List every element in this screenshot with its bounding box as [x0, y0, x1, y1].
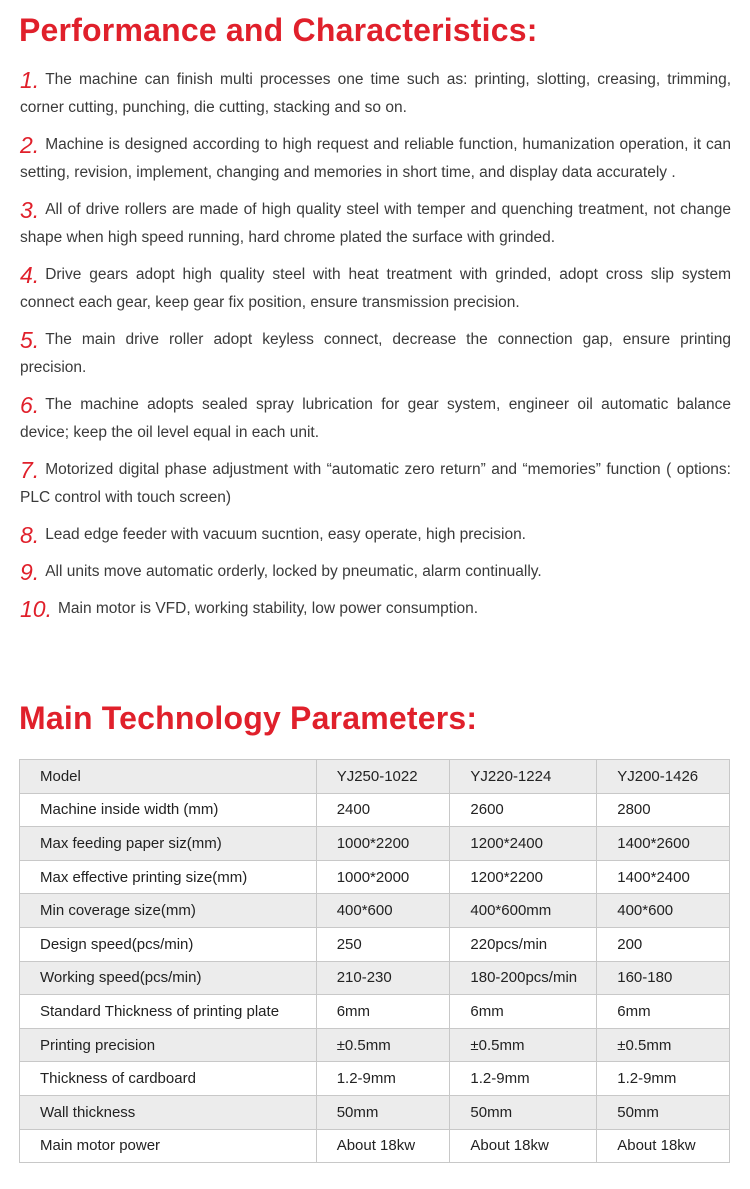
item-number: 10.: [20, 596, 52, 622]
table-cell: Design speed(pcs/min): [20, 927, 317, 961]
table-cell: 50mm: [597, 1095, 730, 1129]
table-cell: YJ250-1022: [316, 760, 450, 794]
table-cell: 1200*2200: [450, 860, 597, 894]
item-text: Motorized digital phase adjustment with “automatic zero return” and “memories” function ( options: PLC control with touch screen): [20, 461, 731, 506]
performance-item: [20, 326, 731, 382]
table-cell: 2800: [597, 793, 730, 827]
performance-item: [20, 261, 731, 317]
table-cell: 1000*2000: [316, 860, 450, 894]
table-cell: 1400*2400: [597, 860, 730, 894]
parameters-table: [19, 759, 730, 1163]
table-cell: 1.2-9mm: [450, 1062, 597, 1096]
performance-item: [20, 595, 731, 623]
item-text: Main motor is VFD, working stability, low power consumption.: [57, 600, 479, 617]
item-number: 1.: [20, 67, 40, 93]
table-cell: 200: [597, 927, 730, 961]
item-text: All of drive rollers are made of high quality steel with temper and quenching treatment, not change shape when high speed running, hard chrome plated the surface with grinded.: [20, 201, 731, 246]
table-cell: ±0.5mm: [316, 1028, 450, 1062]
table-cell: 6mm: [450, 995, 597, 1029]
table-cell: 50mm: [316, 1095, 450, 1129]
performance-item: [20, 66, 731, 122]
performance-item: [20, 521, 731, 549]
table-cell: Model: [20, 760, 317, 794]
table-row: [20, 1062, 730, 1096]
performance-heading: Performance and Characteristics:: [19, 12, 538, 48]
table-cell: About 18kw: [597, 1129, 730, 1163]
table-cell: About 18kw: [450, 1129, 597, 1163]
table-row: [20, 1028, 730, 1062]
item-text: Drive gears adopt high quality steel with heat treatment with grinded, adopt cross slip system connect each gear, keep gear fix position, ensure transmission precision.: [20, 266, 731, 311]
table-cell: 2600: [450, 793, 597, 827]
item-text: The main drive roller adopt keyless connect, decrease the connection gap, ensure printing precision.: [20, 331, 731, 376]
table-cell: 50mm: [450, 1095, 597, 1129]
table-cell: 250: [316, 927, 450, 961]
table-cell: Main motor power: [20, 1129, 317, 1163]
table-cell: Printing precision: [20, 1028, 317, 1062]
item-text: Lead edge feeder with vacuum sucntion, easy operate, high precision.: [45, 526, 526, 543]
table-cell: YJ200-1426: [597, 760, 730, 794]
table-cell: 220pcs/min: [450, 927, 597, 961]
table-cell: Wall thickness: [20, 1095, 317, 1129]
table-cell: Max effective printing size(mm): [20, 860, 317, 894]
table-row: [20, 860, 730, 894]
item-text: The machine can finish multi processes one time such as: printing, slotting, creasing, trimming, corner cutting, punching, die cutting, stacking and so on.: [20, 71, 731, 116]
table-row: [20, 1129, 730, 1163]
table-cell: 400*600: [316, 894, 450, 928]
table-row: [20, 827, 730, 861]
table-row: [20, 961, 730, 995]
performance-item: [20, 456, 731, 512]
table-row: [20, 894, 730, 928]
performance-item: [20, 131, 731, 187]
table-cell: 1.2-9mm: [316, 1062, 450, 1096]
table-cell: ±0.5mm: [450, 1028, 597, 1062]
item-number: 9.: [20, 559, 40, 585]
table-cell: ±0.5mm: [597, 1028, 730, 1062]
table-row: [20, 760, 730, 794]
item-number: 5.: [20, 327, 40, 353]
table-row: [20, 927, 730, 961]
table-cell: 2400: [316, 793, 450, 827]
table-cell: 400*600mm: [450, 894, 597, 928]
table-cell: 1400*2600: [597, 827, 730, 861]
table-cell: 1200*2400: [450, 827, 597, 861]
table-cell: 160-180: [597, 961, 730, 995]
table-cell: YJ220-1224: [450, 760, 597, 794]
performance-item: [20, 196, 731, 252]
item-text: Machine is designed according to high request and reliable function, humanization operation, it can setting, revision, implement, changing and memories in short time, and display data accurately .: [20, 136, 731, 181]
table-row: [20, 995, 730, 1029]
item-number: 8.: [20, 522, 40, 548]
item-number: 2.: [20, 132, 40, 158]
performance-list: [20, 66, 731, 632]
table-cell: 6mm: [597, 995, 730, 1029]
table-cell: About 18kw: [316, 1129, 450, 1163]
item-number: 4.: [20, 262, 40, 288]
table-cell: 180-200pcs/min: [450, 961, 597, 995]
item-text: All units move automatic orderly, locked by pneumatic, alarm continually.: [45, 563, 542, 580]
parameters-heading: Main Technology Parameters:: [19, 700, 478, 736]
table-row: [20, 1095, 730, 1129]
item-number: 7.: [20, 457, 40, 483]
performance-item: [20, 391, 731, 447]
item-number: 3.: [20, 197, 40, 223]
table-cell: Machine inside width (mm): [20, 793, 317, 827]
item-number: 6.: [20, 392, 40, 418]
table-cell: 1000*2200: [316, 827, 450, 861]
table-cell: 210-230: [316, 961, 450, 995]
table-cell: Working speed(pcs/min): [20, 961, 317, 995]
table-cell: Thickness of cardboard: [20, 1062, 317, 1096]
table-cell: 1.2-9mm: [597, 1062, 730, 1096]
table-row: [20, 793, 730, 827]
table-cell: 6mm: [316, 995, 450, 1029]
item-text: The machine adopts sealed spray lubrication for gear system, engineer oil automatic balance device; keep the oil level equal in each unit.: [20, 396, 731, 441]
table-cell: Standard Thickness of printing plate: [20, 995, 317, 1029]
table-cell: Max feeding paper siz(mm): [20, 827, 317, 861]
table-cell: Min coverage size(mm): [20, 894, 317, 928]
table-cell: 400*600: [597, 894, 730, 928]
performance-item: [20, 558, 731, 586]
